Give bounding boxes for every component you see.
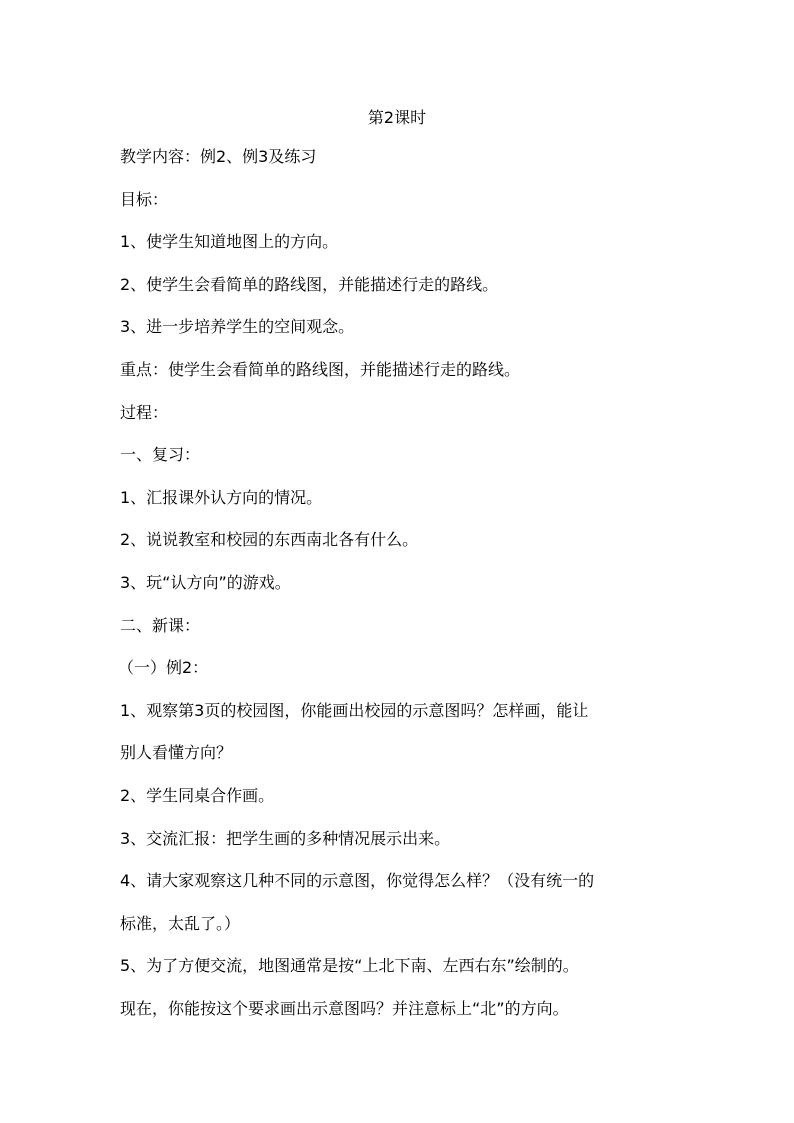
text-line: 二、新课： <box>120 615 201 635</box>
text-line: 2、使学生会看简单的路线图，并能描述行走的路线。 <box>120 274 499 294</box>
text-line: 过程： <box>120 402 169 422</box>
text-line: 4、请大家观察这几种不同的示意图，你觉得怎么样？（没有统一的 <box>120 871 595 891</box>
text-line: 3、玩“认方向”的游戏。 <box>120 572 291 592</box>
text-line: 3、交流汇报：把学生画的多种情况展示出来。 <box>120 828 451 848</box>
text-line: 1、使学生知道地图上的方向。 <box>120 232 339 252</box>
text-line: 教学内容：例2、例3及练习 <box>120 147 317 166</box>
text-line: 重点：使学生会看简单的路线图，并能描述行走的路线。 <box>120 359 521 379</box>
text-line: 5、为了方便交流，地图通常是按“上北下南、左西右东”绘制的。 <box>120 956 579 976</box>
page-title: 第2课时 <box>367 108 427 127</box>
text-line: 1、观察第3页的校园图，你能画出校园的示意图吗？怎样画，能让 <box>120 700 589 720</box>
document-body <box>120 145 680 1039</box>
text-line: （一）例2： <box>118 658 209 678</box>
text-line: 2、说说教室和校园的东西南北各有什么。 <box>120 530 419 550</box>
text-line: 标准，太乱了。） <box>120 913 241 933</box>
text-line: 别人看懂方向？ <box>120 743 233 763</box>
text-line: 2、学生同桌合作画。 <box>120 785 275 805</box>
text-line: 1、汇报课外认方向的情况。 <box>120 487 323 507</box>
text-line: 现在，你能按这个要求画出示意图吗？并注意标上“北”的方向。 <box>120 998 569 1018</box>
text-line: 一、复习： <box>120 445 201 465</box>
text-line: 3、进一步培养学生的空间观念。 <box>120 317 355 337</box>
text-line: 目标： <box>120 189 169 209</box>
